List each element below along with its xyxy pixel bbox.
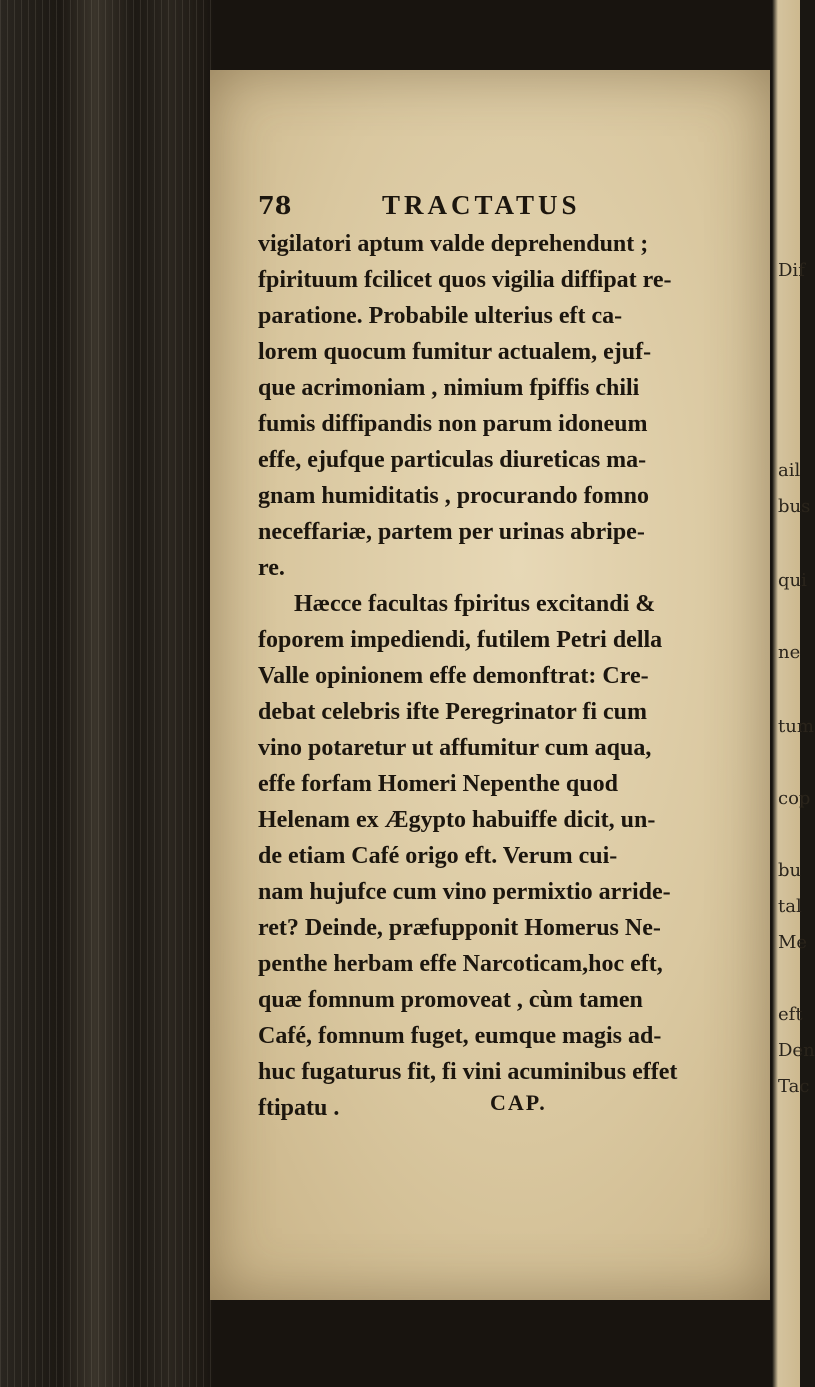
facing-page-fragment: tal	[778, 896, 802, 917]
text-line: lorem quocum fumitur actualem, ejuf-	[258, 339, 652, 365]
facing-page-fragment: ne	[778, 642, 801, 663]
text-line: que acrimoniam , nimium fpiffis chili	[258, 375, 640, 401]
text-line: nam hujufce cum vino permixtio arride-	[258, 879, 671, 905]
facing-page-fragment: eft	[778, 1004, 803, 1025]
facing-page-fragment: tum	[778, 716, 814, 737]
text-line: Café, fomnum fuget, eumque magis ad-	[258, 1023, 662, 1049]
page-header	[258, 190, 753, 226]
text-line: de etiam Café origo eft. Verum cui-	[258, 843, 618, 869]
text-line: fumis diffipandis non parum idoneum	[258, 411, 648, 437]
facing-page-fragment: ail	[778, 460, 801, 481]
facing-page-fragment: Dif	[778, 260, 805, 281]
text-line: neceffariæ, partem per urinas abripe-	[258, 519, 645, 545]
text-line: Valle opinionem effe demonftrat: Cre-	[258, 663, 649, 689]
text-line: ret? Deinde, præfupponit Homerus Ne-	[258, 915, 661, 941]
paragraph-start-line: Hæcce facultas fpiritus excitandi &	[294, 591, 656, 617]
text-line: gnam humiditatis , procurando fomno	[258, 483, 649, 509]
facing-page-fragment: Tac	[778, 1076, 810, 1097]
page-edges-gutter	[0, 0, 215, 1387]
facing-page-fragment: bus	[778, 496, 811, 517]
text-line: re.	[258, 555, 285, 581]
text-line: vigilatori aptum valde deprehendunt ;	[258, 231, 649, 257]
text-line: effe forfam Homeri Nepenthe quod	[258, 771, 618, 797]
text-line: debat celebris ifte Peregrinator fi cum	[258, 699, 647, 725]
facing-page-fragment: Me	[778, 932, 808, 953]
text-line: huc fugaturus fit, fi vini acuminibus effet	[258, 1059, 678, 1085]
catchword-text: CAP.	[490, 1090, 547, 1115]
facing-page-fragment: cop	[778, 788, 811, 809]
facing-page-fragment: Den	[778, 1040, 815, 1061]
facing-page-fragment: bu	[778, 860, 802, 881]
facing-page-fragment: qui	[778, 570, 807, 591]
text-line: quæ fomnum promoveat , cùm tamen	[258, 987, 643, 1013]
page-number: 78	[258, 191, 292, 220]
text-line: ftipatu .	[258, 1095, 340, 1121]
text-line: vino potaretur ut affumitur cum aqua,	[258, 735, 652, 761]
text-line: foporem impediendi, futilem Petri della	[258, 627, 663, 653]
text-line: penthe herbam effe Narcoticam,hoc eft,	[258, 951, 663, 977]
text-line: fpirituum fcilicet quos vigilia diffipat re-	[258, 267, 672, 293]
text-line: paratione. Probabile ulterius eft ca-	[258, 303, 623, 329]
catchword	[490, 1084, 547, 1118]
facing-page-edge	[772, 0, 815, 1387]
text-line: effe, ejufque particulas diureticas ma-	[258, 447, 647, 473]
text-line: Helenam ex Ægypto habuiffe dicit, un-	[258, 807, 656, 833]
page-text	[258, 190, 753, 1126]
running-title: TRACTATUS	[382, 190, 581, 220]
